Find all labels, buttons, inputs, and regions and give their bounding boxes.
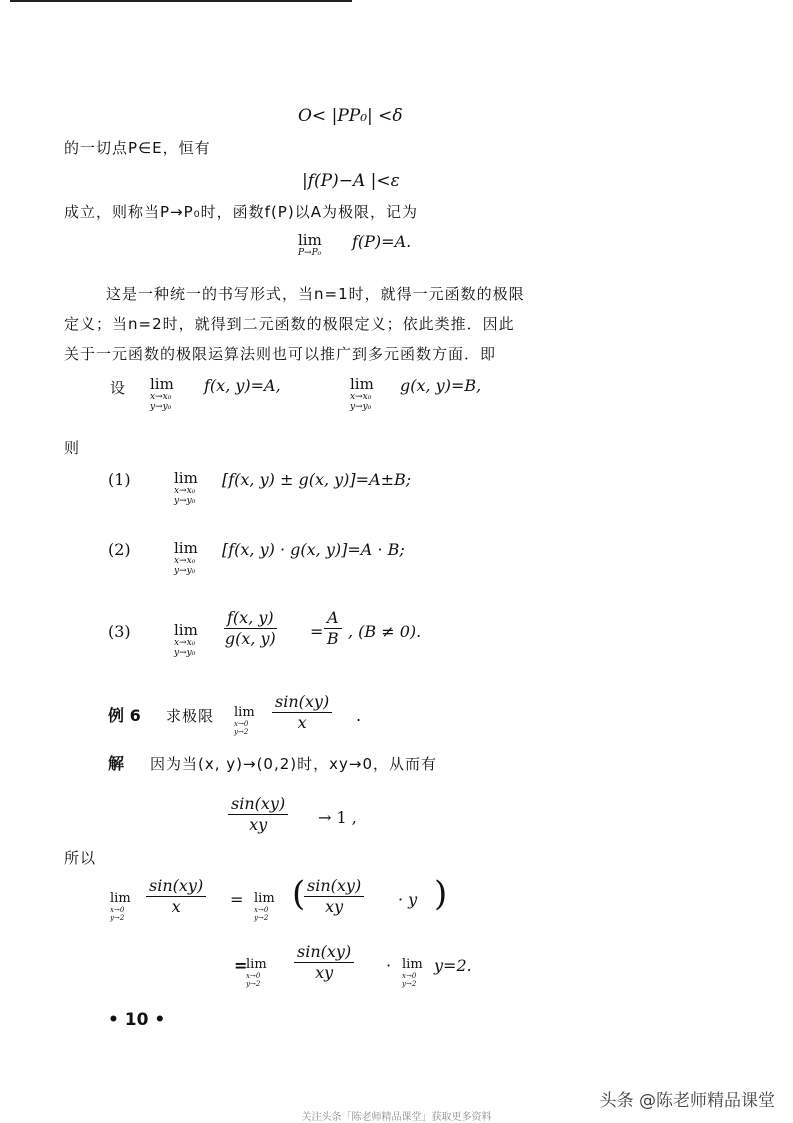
lim-sub-x: x→x₀ bbox=[150, 392, 172, 402]
lim-sub-y: y→y₀ bbox=[174, 566, 196, 576]
page-number: • 10 • bbox=[108, 1010, 166, 1030]
lim-sub-y: y→2 bbox=[402, 980, 417, 988]
fraction-numerator: sin(xy) bbox=[146, 876, 206, 897]
eq1-right-paren: ) bbox=[434, 874, 448, 914]
limit-p-to-p0 bbox=[298, 232, 322, 258]
lim-word: lim bbox=[246, 957, 267, 972]
example-text: 求极限 bbox=[166, 707, 215, 725]
lim-word: lim bbox=[402, 957, 423, 972]
rule-1-limit bbox=[174, 470, 198, 506]
lim-sub-x: x→x₀ bbox=[174, 486, 196, 496]
assume-limit-g bbox=[350, 376, 374, 412]
lim-sub-x: x→0 bbox=[402, 972, 417, 980]
solution-ratio-tail: → 1 , bbox=[318, 808, 357, 827]
lim-word: lim bbox=[174, 621, 198, 639]
lim-word: lim bbox=[350, 375, 374, 393]
lim-word: lim bbox=[150, 375, 174, 393]
eq2-result: y=2. bbox=[434, 956, 472, 975]
fraction-denominator: x bbox=[171, 897, 181, 916]
rule-3-fraction-ab bbox=[324, 608, 342, 649]
rule-3-limit bbox=[174, 622, 198, 658]
lim-sub-x: x→0 bbox=[246, 972, 261, 980]
lim-sub-y: y→2 bbox=[234, 728, 249, 736]
text-line-limit-definition: 成立，则称当P→P₀时，函数f(P)以A为极限，记为 bbox=[64, 203, 418, 221]
assume-expr-g: g(x, y)=B, bbox=[400, 376, 482, 395]
lim-sub-x: x→x₀ bbox=[174, 638, 196, 648]
eq1-limit-left bbox=[110, 892, 131, 922]
lim-word: lim bbox=[234, 705, 255, 720]
fraction-numerator: f(x, y) bbox=[224, 608, 277, 629]
so-label: 所以 bbox=[64, 849, 97, 867]
then-label: 则 bbox=[64, 439, 81, 457]
solution-ratio-fraction bbox=[228, 794, 288, 835]
formula-delta-neighborhood: O< |PP₀| <δ bbox=[298, 106, 403, 126]
lim-sub-y: y→2 bbox=[110, 914, 125, 922]
solution-label: 解 bbox=[108, 754, 125, 773]
eq1-equals: = bbox=[230, 890, 244, 909]
eq1-fraction-left bbox=[146, 876, 206, 917]
rule-2-number: (2) bbox=[108, 540, 131, 559]
rule-3-number: (3) bbox=[108, 622, 131, 641]
fraction-denominator: xy bbox=[249, 815, 268, 834]
rule-1-number: (1) bbox=[108, 470, 131, 489]
fraction-denominator: B bbox=[326, 629, 339, 648]
fraction-numerator: A bbox=[324, 608, 342, 629]
formula-epsilon-bound: |f(P)−A |<ε bbox=[302, 171, 400, 191]
lim-word: lim bbox=[298, 231, 322, 249]
eq1-left-paren: ( bbox=[292, 874, 306, 914]
lim-sub-y: y→y₀ bbox=[350, 402, 372, 412]
paragraph-line-2: 定义；当n=2时，就得到二元函数的极限定义；依此类推．因此 bbox=[64, 315, 515, 333]
rule-3-fraction-fg bbox=[224, 608, 277, 649]
fraction-denominator: g(x, y) bbox=[224, 629, 276, 648]
lim-sub-x: x→x₀ bbox=[174, 556, 196, 566]
example-period: . bbox=[356, 706, 362, 725]
lim-word: lim bbox=[254, 891, 275, 906]
eq2-fraction bbox=[294, 942, 354, 983]
eq1-limit-right bbox=[254, 892, 275, 922]
rule-2-expr: [f(x, y) · g(x, y)]=A · B; bbox=[222, 540, 405, 559]
rule-3-condition: , (B ≠ 0). bbox=[348, 622, 422, 641]
lim-subscript: P→P₀ bbox=[298, 248, 322, 258]
lim-word: lim bbox=[174, 469, 198, 487]
fraction-denominator: x bbox=[297, 713, 307, 732]
limit-p-expression: f(P)=A. bbox=[352, 232, 412, 251]
example-label: 例 6 bbox=[108, 706, 141, 725]
rule-2-limit bbox=[174, 540, 198, 576]
fraction-numerator: sin(xy) bbox=[228, 794, 288, 815]
example-limit bbox=[234, 706, 255, 736]
rule-3-equals: = bbox=[310, 622, 324, 641]
footer-text: 关注头条「陈老师精品课堂」获取更多资料 bbox=[301, 1112, 492, 1123]
eq2-limit-right bbox=[402, 958, 423, 988]
eq1-times-y: · y bbox=[398, 890, 418, 909]
example-fraction bbox=[272, 692, 332, 733]
lim-sub-y: y→y₀ bbox=[150, 402, 172, 412]
eq2-limit-left bbox=[246, 958, 267, 988]
lim-sub-x: x→x₀ bbox=[350, 392, 372, 402]
lim-sub-y: y→y₀ bbox=[174, 496, 196, 506]
eq1-fraction-right bbox=[304, 876, 364, 917]
lim-sub-x: x→0 bbox=[254, 906, 269, 914]
text-line-every-point: 的一切点P∈E，恒有 bbox=[64, 139, 211, 157]
fraction-denominator: xy bbox=[325, 897, 344, 916]
lim-sub-x: x→0 bbox=[234, 720, 249, 728]
paragraph-line-1: 这是一种统一的书写形式，当n=1时，就得一元函数的极限 bbox=[106, 285, 525, 303]
assume-limit-f bbox=[150, 376, 174, 412]
paragraph-line-3: 关于一元函数的极限运算法则也可以推广到多元函数方面．即 bbox=[64, 345, 497, 363]
eq2-equals: = bbox=[234, 956, 248, 975]
assume-expr-f: f(x, y)=A, bbox=[204, 376, 281, 395]
assume-prefix: 设 bbox=[110, 379, 127, 397]
top-rule bbox=[10, 0, 352, 2]
fraction-numerator: sin(xy) bbox=[294, 942, 354, 963]
fraction-denominator: xy bbox=[315, 963, 334, 982]
lim-sub-y: y→y₀ bbox=[174, 648, 196, 658]
eq2-dot: · bbox=[386, 956, 392, 975]
rule-1-expr: [f(x, y) ± g(x, y)]=A±B; bbox=[222, 470, 412, 489]
lim-sub-y: y→2 bbox=[246, 980, 261, 988]
watermark-text: 头条 @陈老师精品课堂 bbox=[599, 1091, 775, 1111]
fraction-numerator: sin(xy) bbox=[272, 692, 332, 713]
solution-text: 因为当(x, y)→(0,2)时，xy→0，从而有 bbox=[150, 755, 437, 773]
lim-sub-x: x→0 bbox=[110, 906, 125, 914]
lim-word: lim bbox=[110, 891, 131, 906]
lim-sub-y: y→2 bbox=[254, 914, 269, 922]
lim-word: lim bbox=[174, 539, 198, 557]
fraction-numerator: sin(xy) bbox=[304, 876, 364, 897]
